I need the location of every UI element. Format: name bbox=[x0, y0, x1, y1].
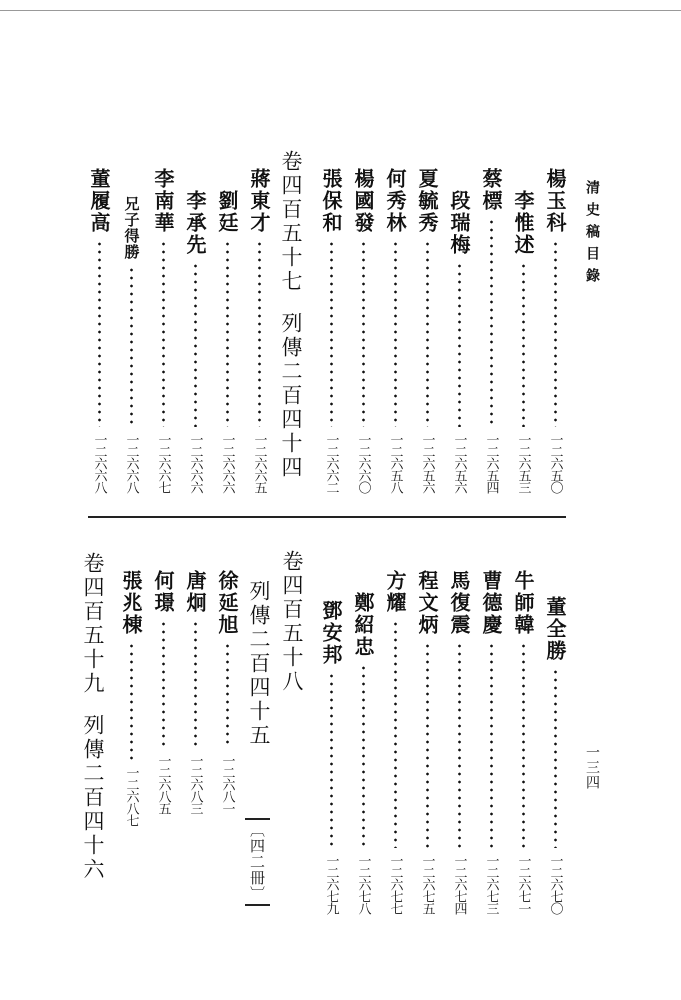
entry-name: 何秀林 bbox=[383, 168, 407, 234]
toc-entry bbox=[380, 570, 410, 914]
toc-entry-sub bbox=[116, 196, 146, 493]
dot-leader bbox=[98, 240, 101, 427]
entry-name: 馬復震 bbox=[447, 570, 471, 636]
dot-leader bbox=[490, 218, 493, 427]
entry-page: 一二六八五 bbox=[155, 754, 171, 814]
dot-leader bbox=[554, 240, 557, 427]
entry-name: 夏毓秀 bbox=[415, 168, 439, 234]
section-divider bbox=[88, 516, 566, 518]
dot-leader bbox=[522, 262, 525, 427]
entry-name: 鄧安邦 bbox=[319, 600, 343, 666]
toc-entry bbox=[348, 592, 378, 914]
volume-title: 卷四百五十九 bbox=[81, 552, 105, 696]
toc-entry bbox=[380, 168, 410, 493]
entry-name: 李承先 bbox=[183, 190, 207, 256]
entry-page: 一二六七三 bbox=[483, 854, 499, 914]
dot-leader bbox=[330, 240, 333, 427]
volume-title: 卷四百五十八 bbox=[280, 550, 304, 694]
entry-name: 張兆棟 bbox=[119, 570, 143, 636]
entry-page: 一二六七一 bbox=[515, 854, 531, 914]
toc-entry bbox=[148, 168, 178, 493]
toc-entry bbox=[212, 570, 242, 814]
dot-leader bbox=[330, 672, 333, 848]
toc-entry bbox=[316, 168, 346, 493]
entry-name: 楊國發 bbox=[351, 168, 375, 234]
dot-leader bbox=[458, 642, 461, 848]
entry-page: 一二六七五 bbox=[419, 854, 435, 914]
entry-page: 一二六六六 bbox=[187, 433, 203, 493]
toc-entry bbox=[84, 168, 114, 493]
entry-name: 曹德慶 bbox=[479, 570, 503, 636]
entry-page: 一二六七七 bbox=[387, 854, 403, 914]
book-title: 清史稿目錄 bbox=[584, 180, 600, 290]
dot-leader bbox=[522, 642, 525, 848]
entry-page: 一二六五四 bbox=[483, 433, 499, 493]
dot-leader bbox=[394, 620, 397, 848]
toc-entry bbox=[508, 570, 538, 914]
toc-entry bbox=[444, 570, 474, 914]
biography-title: 列傳二百四十六 bbox=[81, 714, 105, 882]
entry-name: 張保和 bbox=[319, 168, 343, 234]
toc-entry bbox=[476, 570, 506, 914]
toc-entry bbox=[412, 168, 442, 493]
entry-name: 楊玉科 bbox=[543, 168, 567, 234]
entry-name: 蔣東才 bbox=[247, 168, 271, 234]
volume-heading-458 bbox=[281, 550, 302, 694]
scan-top-edge bbox=[0, 10, 681, 11]
entry-name: 程文炳 bbox=[415, 570, 439, 636]
entry-page: 一二六八三 bbox=[187, 754, 203, 814]
entry-name: 牛師韓 bbox=[511, 570, 535, 636]
entry-page: 一二六五三 bbox=[515, 433, 531, 493]
dot-leader bbox=[162, 620, 165, 748]
volume-note: 〔四二冊〕 bbox=[245, 818, 270, 906]
toc-entry bbox=[476, 168, 506, 493]
biography-title: 列傳二百四十四 bbox=[279, 312, 303, 480]
entry-name: 唐炯 bbox=[183, 570, 207, 614]
dot-leader bbox=[394, 240, 397, 427]
volume-title: 卷四百五十七 bbox=[279, 150, 303, 294]
entry-name: 李惟述 bbox=[511, 190, 535, 256]
toc-entry bbox=[412, 570, 442, 914]
entry-name: 徐延旭 bbox=[215, 570, 239, 636]
entry-page: 一二六五八 bbox=[387, 433, 403, 493]
toc-entry bbox=[180, 570, 210, 814]
toc-entry bbox=[444, 190, 474, 493]
dot-leader bbox=[426, 240, 429, 427]
entry-name: 董履高 bbox=[87, 168, 111, 234]
entry-page: 一二六五六 bbox=[419, 433, 435, 493]
toc-entry bbox=[540, 168, 570, 493]
entry-name: 段瑞梅 bbox=[447, 190, 471, 256]
toc-entry bbox=[212, 190, 242, 493]
toc-entry bbox=[116, 570, 146, 826]
dot-leader bbox=[226, 240, 229, 427]
dot-leader bbox=[130, 642, 133, 760]
dot-leader bbox=[194, 262, 197, 427]
dot-leader bbox=[130, 266, 133, 427]
entry-name: 李南華 bbox=[151, 168, 175, 234]
dot-leader bbox=[362, 240, 365, 427]
entry-page: 一二六六八 bbox=[91, 433, 107, 493]
biography-title: 列傳二百四十五 bbox=[247, 580, 271, 748]
toc-entry bbox=[508, 190, 538, 493]
entry-name: 董全勝 bbox=[543, 596, 567, 662]
biography-heading-245 bbox=[248, 580, 269, 748]
entry-page: 一二六六八 bbox=[123, 433, 139, 493]
entry-page: 一二六六七 bbox=[155, 433, 171, 493]
dot-leader bbox=[490, 642, 493, 848]
dot-leader bbox=[554, 668, 557, 848]
dot-leader bbox=[258, 240, 261, 427]
dot-leader bbox=[162, 240, 165, 427]
entry-name: 鄭紹忠 bbox=[351, 592, 375, 658]
entry-page: 一二六八一 bbox=[219, 754, 235, 814]
entry-page: 一二六八七 bbox=[123, 766, 139, 826]
volume-heading-457 bbox=[280, 150, 301, 480]
toc-entry bbox=[244, 168, 274, 493]
entry-page: 一二六五六 bbox=[451, 433, 467, 493]
volume-heading-459 bbox=[82, 552, 103, 882]
entry-page: 一二六七八 bbox=[355, 854, 371, 914]
entry-name: 何璟 bbox=[151, 570, 175, 614]
entry-name: 兄子得勝 bbox=[122, 196, 141, 260]
entry-page: 一二六六五 bbox=[251, 433, 267, 493]
toc-entry bbox=[148, 570, 178, 814]
entry-page: 一二六五〇 bbox=[547, 433, 563, 493]
entry-page: 一二六七〇 bbox=[547, 854, 563, 914]
entry-name: 劉廷 bbox=[215, 190, 239, 234]
entry-name: 方耀 bbox=[383, 570, 407, 614]
toc-entry bbox=[180, 190, 210, 493]
entry-page: 一二六七九 bbox=[323, 854, 339, 914]
toc-entry bbox=[348, 168, 378, 493]
entry-page: 一二六六〇 bbox=[355, 433, 371, 493]
dot-leader bbox=[362, 664, 365, 848]
entry-name: 蔡標 bbox=[479, 168, 503, 212]
dot-leader bbox=[194, 620, 197, 748]
entry-page: 一二六六六 bbox=[219, 433, 235, 493]
dot-leader bbox=[458, 262, 461, 427]
entry-page: 一二六六二 bbox=[323, 433, 339, 493]
page-number: 一三四 bbox=[584, 745, 600, 790]
toc-entry bbox=[316, 600, 346, 914]
dot-leader bbox=[426, 642, 429, 848]
toc-entry bbox=[540, 596, 570, 914]
entry-page: 一二六七四 bbox=[451, 854, 467, 914]
dot-leader bbox=[226, 642, 229, 748]
